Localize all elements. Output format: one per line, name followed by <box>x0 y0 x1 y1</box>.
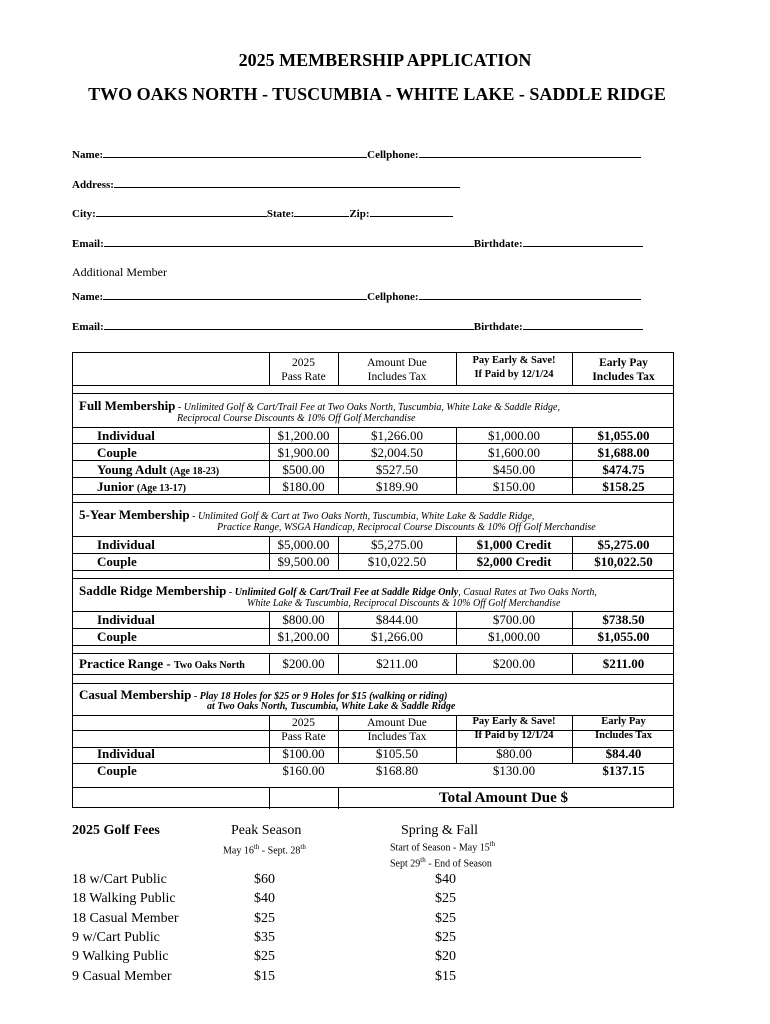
practice-range-label: Practice Range - Two Oaks North <box>79 656 245 671</box>
full-pay-early: $150.00 <box>492 479 536 494</box>
casual-desc: at Two Oaks North, Tuscumbia, White Lake & Saddle Ridge <box>207 701 456 712</box>
full-row-label <box>97 428 155 444</box>
state-label: State: <box>266 208 295 220</box>
full-amount-due: $1,266.00 <box>371 428 423 443</box>
saddle-ridge-amount-due: $1,266.00 <box>371 629 423 644</box>
fee-label: 18 w/Cart Public <box>72 872 167 887</box>
fee-label: 9 Walking Public <box>72 949 169 965</box>
five-year-amount-due: $5,275.00 <box>371 537 423 552</box>
full-amount-due: $2,004.50 <box>371 445 423 460</box>
practice-due: $211.00 <box>376 656 418 671</box>
saddle-ridge-label-text: Individual <box>97 612 155 627</box>
zip-label: Zip: <box>349 208 370 220</box>
name-field[interactable] <box>72 147 641 161</box>
five-year-label-text: Individual <box>97 537 155 552</box>
header-early-pay: Early Pay Includes Tax <box>592 357 655 383</box>
full-pay-early: $1,600.00 <box>488 445 540 460</box>
fee-spring: $25 <box>435 910 456 926</box>
saddle-ridge-pass-rate: $800.00 <box>282 612 325 627</box>
name-label: Name: <box>72 291 104 303</box>
practice-early-tax: $211.00 <box>602 656 645 671</box>
full-pass-rate: $500.00 <box>282 462 325 477</box>
full-amount-due: $527.50 <box>375 462 419 477</box>
fee-peak: $25 <box>254 949 275 965</box>
peak-season-title: Peak Season <box>231 823 302 838</box>
five-year-row-label <box>97 554 137 570</box>
fee-spring: $25 <box>435 929 456 945</box>
five-year-early-pay-tax: $5,275.00 <box>597 537 650 552</box>
five-year-heading: 5-Year Membership - Unlimited Golf & Cart at Two Oaks North, Tuscumbia, White Lake & Saddle Ridge, <box>79 507 535 522</box>
full-label-text: Young Adult <box>97 462 167 477</box>
full-pass-rate: $1,900.00 <box>277 445 330 460</box>
casual-pass-rate: $100.00 <box>282 746 325 761</box>
additional-email-field[interactable] <box>72 319 643 333</box>
fee-peak: $40 <box>254 891 275 907</box>
email-label: Email: <box>72 238 104 250</box>
casual-row-label <box>97 763 137 779</box>
full-label-text: Junior <box>97 479 134 494</box>
full-amount-due: $189.90 <box>375 479 419 494</box>
page-title: 2025 MEMBERSHIP APPLICATION <box>238 50 532 70</box>
saddle-ridge-heading: Saddle Ridge Membership - Unlimited Golf & Cart/Trail Fee at Saddle Ridge Only, Casual Rates at Two Oaks North, <box>79 583 597 598</box>
fee-peak: $35 <box>254 929 275 945</box>
cellphone-label: Cellphone: <box>367 149 419 161</box>
full-row-label <box>97 462 219 478</box>
casual-header-due: Amount Due Includes Tax <box>367 717 427 743</box>
full-pay-early: $450.00 <box>492 462 536 477</box>
practice-pass: $200.00 <box>282 656 325 671</box>
header-amount-due: Amount Due Includes Tax <box>367 357 427 383</box>
header-pay-early: Pay Early & Save! If Paid by 12/1/24 <box>472 355 556 380</box>
fee-peak: $60 <box>254 872 275 887</box>
header-pass-rate: 2025 Pass Rate <box>281 357 326 383</box>
fee-spring: $40 <box>435 872 456 887</box>
casual-early-pay-tax: $137.15 <box>602 763 645 778</box>
additional-name-field[interactable] <box>72 289 641 303</box>
full-label-text: Couple <box>97 445 137 460</box>
casual-row-label <box>97 746 155 762</box>
full-label-note: (Age 18-23) <box>169 466 220 477</box>
address-field[interactable] <box>72 177 460 191</box>
email-label: Email: <box>72 321 104 333</box>
full-label-text: Individual <box>97 428 155 443</box>
casual-heading: Casual Membership - Play 18 Holes for $25 or 9 Holes for $15 (walking or riding) <box>79 687 448 702</box>
full-early-pay-tax: $1,688.00 <box>597 445 650 460</box>
casual-amount-due: $105.50 <box>375 746 419 761</box>
saddle-ridge-pay-early: $1,000.00 <box>488 629 540 644</box>
casual-amount-due: $168.80 <box>375 763 419 778</box>
city-state-zip-field[interactable] <box>72 206 453 220</box>
full-membership-heading: Full Membership - Unlimited Golf & Cart/Trail Fee at Two Oaks North, Tuscumbia, White Lake & Saddle Ridge, <box>79 398 560 413</box>
saddle-ridge-pay-early: $700.00 <box>492 612 536 627</box>
fee-peak: $25 <box>254 910 275 926</box>
fee-label: 9 Casual Member <box>72 968 172 984</box>
five-year-pass-rate: $5,000.00 <box>277 537 330 552</box>
five-year-label-text: Couple <box>97 554 137 569</box>
saddle-ridge-early-pay-tax: $1,055.00 <box>597 629 650 644</box>
five-year-row-label <box>97 537 155 553</box>
fee-label: 18 Casual Member <box>72 910 179 926</box>
five-year-pass-rate: $9,500.00 <box>277 554 330 569</box>
fee-spring: $15 <box>435 968 456 984</box>
casual-header-early: Pay Early & Save! If Paid by 12/1/24 <box>472 716 556 741</box>
casual-header-pass: 2025 Pass Rate <box>281 717 326 743</box>
full-pay-early: $1,000.00 <box>488 428 540 443</box>
full-membership-desc: Reciprocal Course Discounts & 10% Off Golf Merchandise <box>177 413 416 424</box>
full-early-pay-tax: $1,055.00 <box>597 428 650 443</box>
fee-spring: $20 <box>435 949 456 965</box>
full-pass-rate: $1,200.00 <box>277 428 330 443</box>
golf-fees-title: 2025 Golf Fees <box>72 823 160 838</box>
address-label: Address: <box>72 179 114 191</box>
practice-early: $200.00 <box>492 656 536 671</box>
saddle-ridge-pass-rate: $1,200.00 <box>277 629 330 644</box>
casual-label-text: Individual <box>97 746 155 761</box>
five-year-early-pay-tax: $10,022.50 <box>594 554 653 569</box>
saddle-ridge-desc: White Lake & Tuscumbia, Reciprocal Discounts & 10% Off Golf Merchandise <box>247 598 561 609</box>
full-label-note: (Age 13-17) <box>136 483 187 494</box>
peak-season-dates: May 16th - Sept. 28th <box>223 843 306 857</box>
fee-label: 18 Walking Public <box>72 891 176 907</box>
casual-pay-early: $80.00 <box>496 746 532 761</box>
casual-early-pay-tax: $84.40 <box>605 746 642 761</box>
full-early-pay-tax: $474.75 <box>602 462 645 477</box>
full-row-label <box>97 479 186 495</box>
fee-label: 9 w/Cart Public <box>72 929 160 945</box>
saddle-ridge-amount-due: $844.00 <box>375 612 419 627</box>
full-row-label <box>97 445 137 461</box>
casual-header-early-tax: Early Pay Includes Tax <box>595 716 652 741</box>
saddle-ridge-label-text: Couple <box>97 629 137 644</box>
birthdate-label: Birthdate: <box>473 238 523 250</box>
page-subtitle: TWO OAKS NORTH - TUSCUMBIA - WHITE LAKE - SADDLE RIDGE <box>88 84 666 104</box>
five-year-desc: Practice Range, WSGA Handicap, Reciprocal Course Discounts & 10% Off Golf Merchandise <box>217 522 596 533</box>
birthdate-label: Birthdate: <box>473 321 523 333</box>
fee-peak: $15 <box>254 968 275 984</box>
five-year-amount-due: $10,022.50 <box>367 554 427 569</box>
five-year-pay-early: $2,000 Credit <box>476 554 552 569</box>
saddle-ridge-row-label <box>97 612 155 628</box>
email-field[interactable] <box>72 236 643 250</box>
city-label: City: <box>72 208 96 220</box>
five-year-pay-early: $1,000 Credit <box>476 537 552 552</box>
casual-label-text: Couple <box>97 763 137 778</box>
spring-fall-title: Spring & Fall <box>401 823 479 838</box>
membership-table <box>72 352 674 808</box>
additional-member-label: Additional Member <box>72 265 167 279</box>
full-pass-rate: $180.00 <box>282 479 325 494</box>
casual-pay-early: $130.00 <box>492 763 536 778</box>
saddle-ridge-row-label <box>97 629 137 645</box>
cellphone-label: Cellphone: <box>367 291 419 303</box>
casual-pass-rate: $160.00 <box>282 763 325 778</box>
saddle-ridge-early-pay-tax: $738.50 <box>602 612 645 627</box>
fee-spring: $25 <box>435 891 456 907</box>
total-amount-due[interactable]: Total Amount Due $ <box>439 790 569 806</box>
spring-dates-1: Start of Season - May 15th <box>390 840 496 854</box>
name-label: Name: <box>72 149 104 161</box>
full-early-pay-tax: $158.25 <box>602 479 645 494</box>
spring-dates-2: Sept 29th - End of Season <box>390 856 492 870</box>
